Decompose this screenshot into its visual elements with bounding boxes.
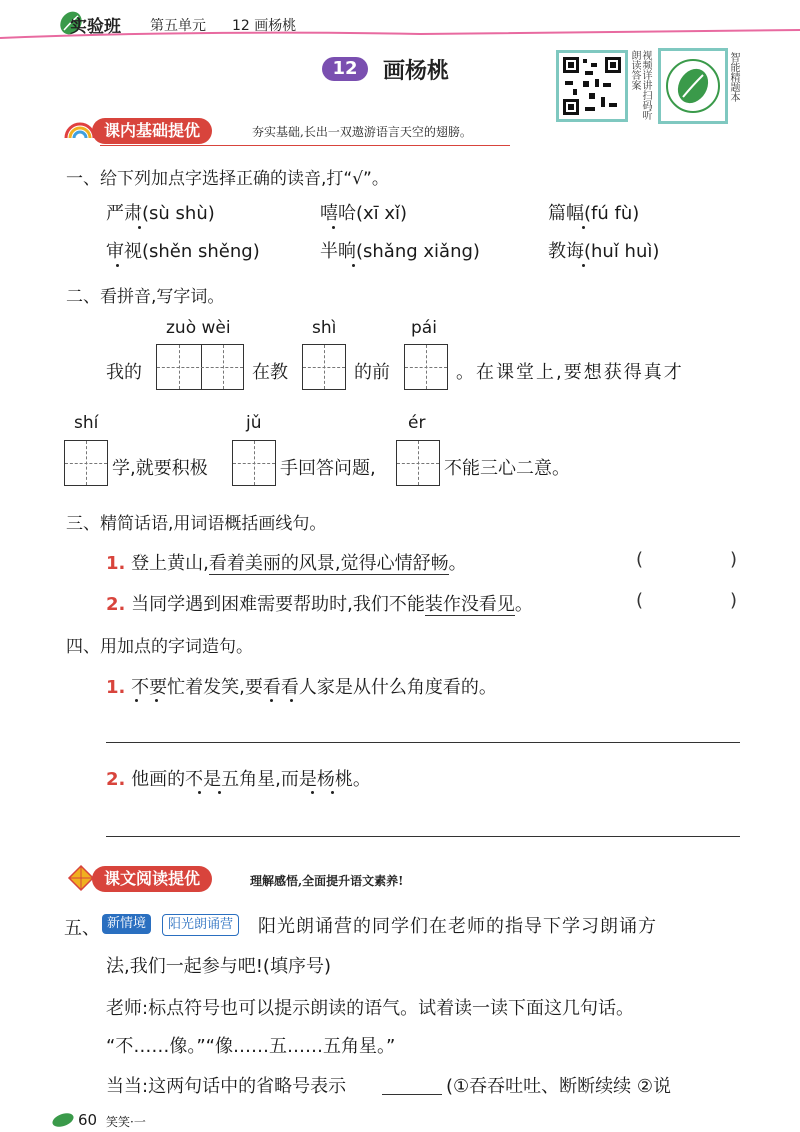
emphasis-dot (311, 791, 314, 794)
q5-text: “不……像。”“像……五……五角星。” (106, 1036, 396, 1057)
tag-reading-camp: 阳光朗诵营 (162, 914, 239, 936)
writing-box-ju[interactable] (232, 440, 276, 486)
q1-item: 教诲(huǐ huì) (548, 241, 660, 262)
emphasis-dot (582, 264, 585, 267)
q2-text: 的前 (354, 362, 390, 383)
brand-name: 实验班 (70, 17, 121, 37)
writing-box-er[interactable] (396, 440, 440, 486)
emphasis-dot (116, 264, 119, 267)
emphasis-dot (138, 226, 141, 229)
question-2-title: 二、看拼音,写字词。 (66, 287, 225, 307)
q5-text: 阳光朗诵营的同学们在老师的指导下学习朗诵方 (258, 916, 657, 937)
q2-text: 在教 (252, 362, 288, 383)
q2-text: 我的 (106, 362, 142, 383)
answer-line[interactable] (106, 742, 740, 743)
section-banner-basics: 课内基础提优 (92, 118, 212, 144)
answer-paren-close[interactable]: ) (730, 590, 738, 611)
section-banner-reading: 课文阅读提优 (92, 866, 212, 892)
item-number: 2. (106, 769, 126, 790)
page-title: 画杨桃 (383, 59, 450, 84)
pinyin-label: shí (74, 413, 99, 433)
answer-line[interactable] (106, 836, 740, 837)
q5-prefix: 五、 (64, 918, 100, 939)
page-number: 60 (78, 1111, 98, 1129)
item-text: 不要忙着发笑,要看看人家是从什么角度看的。 (131, 677, 497, 698)
item-text: 。 (448, 553, 467, 574)
item-number: 1. (106, 553, 126, 574)
q3-item-1 (106, 549, 467, 575)
question-4-title: 四、用加点的字词造句。 (66, 637, 253, 657)
emphasis-dot (270, 699, 273, 702)
unit-label: 第五单元 (150, 18, 206, 34)
item-text: 登上黄山, (131, 553, 209, 574)
q2-text: 手回答问题, (280, 458, 376, 479)
footer-note: 笑笑·一 (106, 1115, 146, 1129)
section-subtitle-basics: 夯实基础,长出一双遨游语言天空的翅膀。 (252, 125, 472, 139)
q5-text: 当当:这两句话中的省略号表示 (106, 1076, 347, 1097)
q5-text: 法,我们一起参与吧!(填序号) (106, 956, 331, 977)
emphasis-dot (332, 226, 335, 229)
q4-item-1 (106, 673, 497, 699)
q1-item: 嘻哈(xī xǐ) (320, 203, 408, 224)
emphasis-dot (218, 791, 221, 794)
q4-item-2 (106, 765, 371, 791)
q5-text: 老师:标点符号也可以提示朗读的语气。试着读一读下面这几句话。 (106, 998, 635, 1019)
q1-item: 半晌(shǎng xiǎng) (320, 241, 480, 262)
item-text: 。 (514, 594, 533, 615)
pinyin-label: jǔ (246, 413, 262, 433)
footer-leaf-icon (50, 1110, 76, 1128)
item-number: 1. (106, 677, 126, 698)
writing-box-shi2[interactable] (64, 440, 108, 486)
q2-text: 。在课堂上,要想获得真才 (456, 362, 684, 383)
section-subtitle-reading: 理解感悟,全面提升语文素养! (250, 874, 404, 888)
section-divider (100, 145, 510, 146)
emphasis-dot (290, 699, 293, 702)
pinyin-label: zuò wèi (166, 318, 231, 338)
answer-paren-open[interactable]: ( (636, 549, 644, 570)
item-number: 2. (106, 594, 126, 615)
underlined-sentence: 装作没看见 (424, 594, 515, 615)
lesson-number-badge: 12 (322, 57, 368, 81)
pinyin-label: shì (312, 318, 337, 338)
underlined-sentence: 看着美丽的风景,觉得心情舒畅 (208, 553, 449, 574)
writing-box-shi[interactable] (302, 344, 346, 390)
q5-text: (①吞吞吐吐、断断续续 ②说 (446, 1076, 672, 1097)
q1-item: 严肃(sù shù) (106, 203, 215, 224)
tag-new-situation: 新情境 (102, 914, 151, 934)
q3-item-2 (106, 590, 533, 616)
writing-box-pai[interactable] (404, 344, 448, 390)
q1-item: 篇幅(fú fù) (548, 203, 640, 224)
qr-code-left[interactable] (556, 50, 628, 122)
qr-label-left: 视频详讲扫码听朗读答案 (629, 50, 651, 120)
item-text: 他画的不是五角星,而是杨桃。 (131, 769, 371, 790)
lesson-label: 12 画杨桃 (232, 18, 297, 34)
qr-code-right[interactable] (658, 48, 728, 124)
writing-box-zuowei[interactable] (156, 344, 244, 390)
answer-paren-close[interactable]: ) (730, 549, 738, 570)
answer-blank[interactable] (382, 1094, 442, 1095)
emphasis-dot (331, 791, 334, 794)
emphasis-dot (198, 791, 201, 794)
q1-item: 审视(shěn shěng) (106, 241, 260, 262)
emphasis-dot (582, 226, 585, 229)
pinyin-label: pái (411, 318, 437, 338)
item-text: 当同学遇到困难需要帮助时,我们不能 (131, 594, 425, 615)
q2-text: 学,就要积极 (112, 458, 208, 479)
answer-paren-open[interactable]: ( (636, 590, 644, 611)
emphasis-dot (155, 699, 158, 702)
question-1-title: 一、给下列加点字选择正确的读音,打“√”。 (66, 169, 389, 189)
emphasis-dot (135, 699, 138, 702)
question-3-title: 三、精简话语,用词语概括画线句。 (66, 514, 327, 534)
pinyin-label: ér (408, 413, 426, 433)
emphasis-dot (352, 264, 355, 267)
q2-text: 不能三心二意。 (444, 458, 570, 479)
qr-label-right: 智能精题本 (728, 52, 739, 102)
